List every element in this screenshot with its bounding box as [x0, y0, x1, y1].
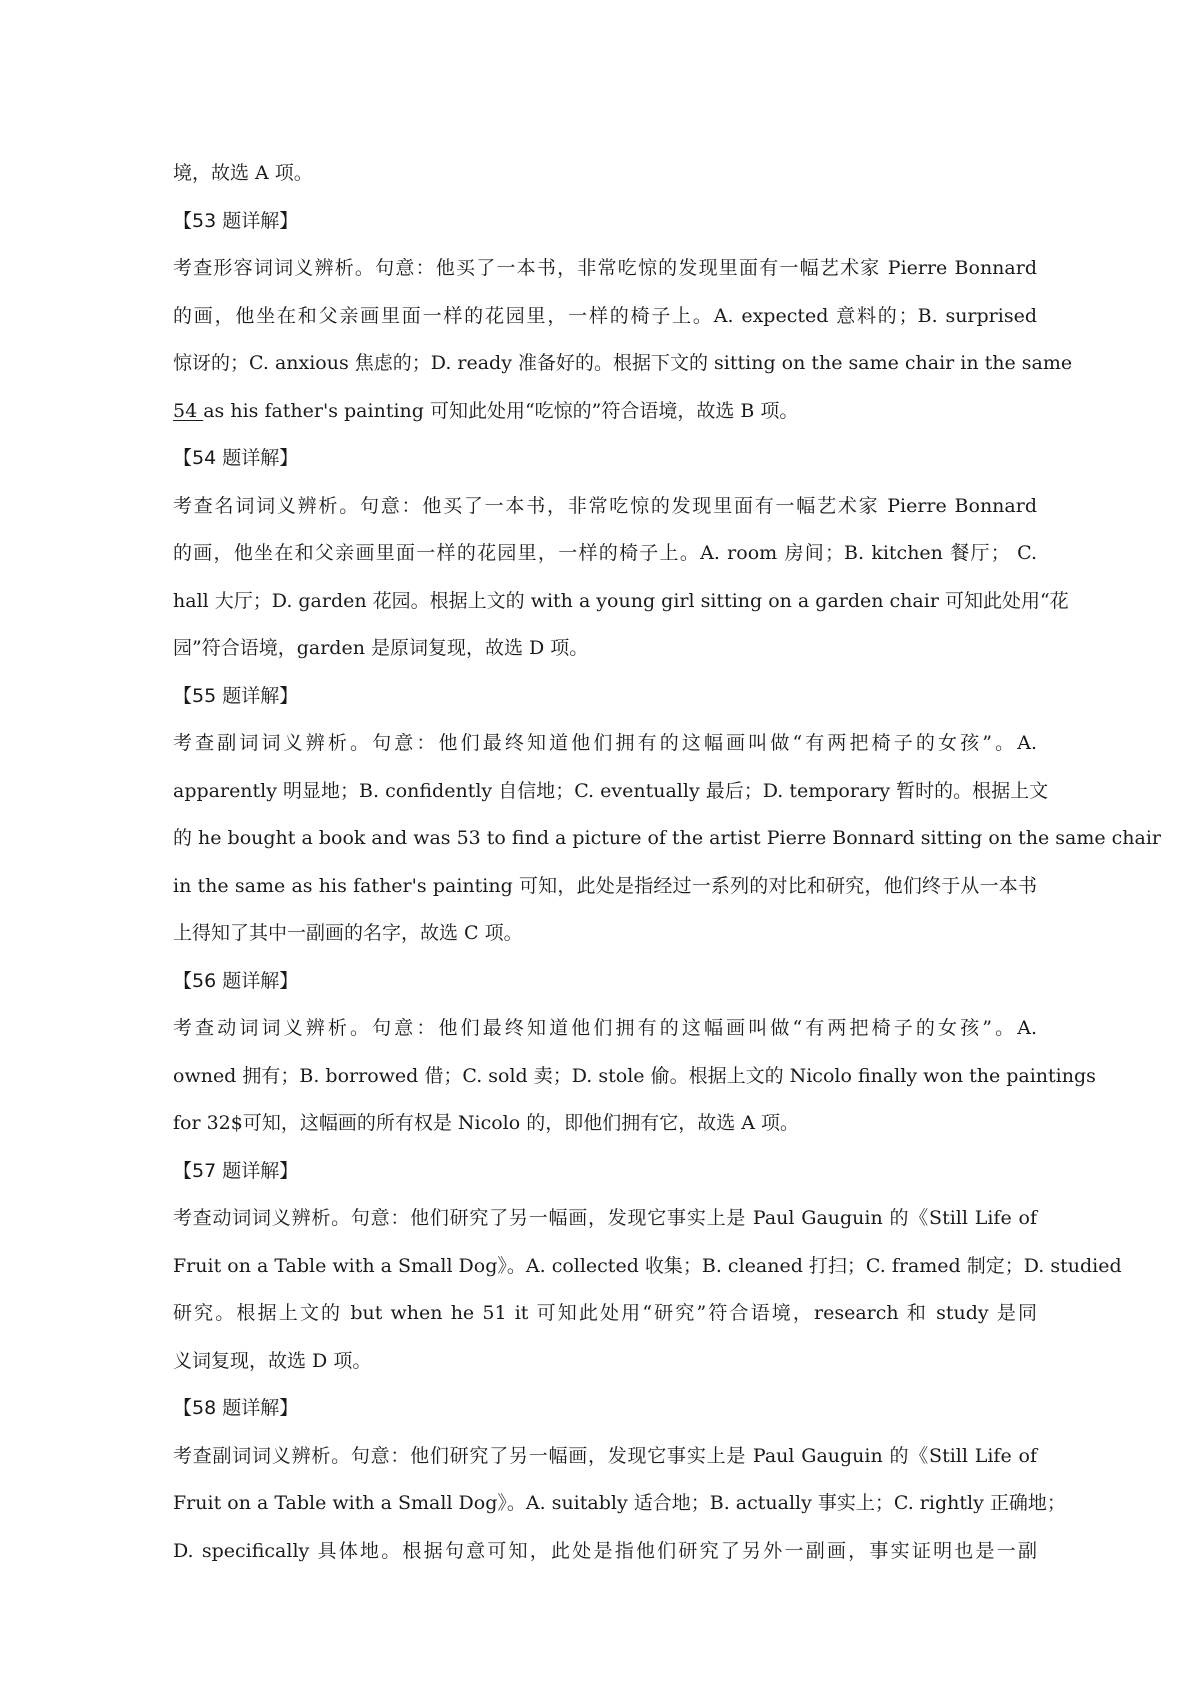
- paragraph-line: 考查副词词义辨析。句意：他们最终知道他们拥有的这幅画叫做“有两把椅子的女孩”。A.: [173, 732, 1037, 754]
- explanation-54: [173, 435, 1069, 673]
- paragraph-line: owned 拥有；B. borrowed 借；C. sold 卖；D. stole 偷。根据上文的 Nicolo finally won the paintings: [173, 1064, 1096, 1087]
- paragraph-line: 考查形容词词义辨析。句意：他买了一本书，非常吃惊的发现里面有一幅艺术家 Pierre Bonnard: [173, 257, 1037, 279]
- section-heading: 【53 题详解】: [173, 209, 299, 232]
- paragraph-line-rest: as his father's painting 可知此处用“吃惊的”符合语境，故选 B 项。: [203, 399, 799, 422]
- explanation-56: [173, 958, 1096, 1148]
- explanation-57: [173, 1148, 1122, 1386]
- paragraph-line: in the same as his father's painting 可知，此处是指经过一系列的对比和研究，他们终于从一本书: [173, 874, 1037, 897]
- paragraph-line: [173, 388, 1037, 436]
- explanation-55: [173, 673, 1161, 958]
- paragraph-line: for 32$可知，这幅画的所有权是 Nicolo 的，即他们拥有它，故选 A 项。: [173, 1112, 800, 1134]
- document-page: [173, 150, 1161, 1575]
- continuation-block: [173, 150, 1037, 198]
- section-heading: 【54 题详解】: [173, 447, 299, 469]
- paragraph-line: 义词复现，故选 D 项。: [173, 1349, 372, 1372]
- underlined-blank-number: 54: [173, 399, 204, 422]
- paragraph-line: D. specifically 具体地。根据句意可知，此处是指他们研究了另外一副画，事实证明也是一副: [173, 1539, 1037, 1562]
- explanation-58: [173, 1385, 1066, 1575]
- paragraph-line: apparently 明显地；B. confidently 自信地；C. eventually 最后；D. temporary 暂时的。根据上文: [173, 779, 1049, 802]
- paragraph-line: Fruit on a Table with a Small Dog》。A. suitably 适合地；B. actually 事实上；C. rightly 正确地；: [173, 1492, 1066, 1514]
- paragraph-line: 上得知了其中一副画的名字，故选 C 项。: [173, 922, 523, 944]
- paragraph-line: 惊讶的；C. anxious 焦虑的；D. ready 准备好的。根据下文的 sitting on the same chair in the same: [173, 352, 1073, 374]
- paragraph-line: hall 大厅；D. garden 花园。根据上文的 with a young girl sitting on a garden chair 可知此处用“花: [173, 589, 1069, 612]
- paragraph-line: 的画，他坐在和父亲画里面一样的花园里，一样的椅子上。A. room 房间；B. kitchen 餐厅； C.: [173, 542, 1037, 564]
- paragraph-line: 考查名词词义辨析。句意：他买了一本书，非常吃惊的发现里面有一幅艺术家 Pierre Bonnard: [173, 494, 1037, 517]
- paragraph-line: 考查动词词义辨析。句意：他们研究了另一幅画，发现它事实上是 Paul Gauguin 的《Still Life of: [173, 1207, 1037, 1229]
- paragraph-line: 考查动词词义辨析。句意：他们最终知道他们拥有的这幅画叫做“有两把椅子的女孩”。A.: [173, 1017, 1037, 1039]
- paragraph-line: 研究。根据上文的 but when he 51 it 可知此处用“研究”符合语境，research 和 study 是同: [173, 1302, 1037, 1324]
- paragraph-line: 的 he bought a book and was 53 to find a picture of the artist Pierre Bonnard sitting on the same chair: [173, 827, 1161, 849]
- section-heading: 【58 题详解】: [173, 1397, 299, 1419]
- explanation-53: [173, 198, 1073, 436]
- paragraph-line: 境，故选 A 项。: [173, 162, 313, 184]
- paragraph-line: 园”符合语境，garden 是原词复现，故选 D 项。: [173, 637, 589, 659]
- section-heading: 【56 题详解】: [173, 969, 299, 992]
- paragraph-line: Fruit on a Table with a Small Dog》。A. collected 收集；B. cleaned 打扫；C. framed 制定；D. studied: [173, 1254, 1122, 1277]
- paragraph-line: 的画，他坐在和父亲画里面一样的花园里，一样的椅子上。A. expected 意料的；B. surprised: [173, 304, 1037, 327]
- section-heading: 【57 题详解】: [173, 1159, 299, 1182]
- paragraph-line: 考查副词词义辨析。句意：他们研究了另一幅画，发现它事实上是 Paul Gauguin 的《Still Life of: [173, 1444, 1037, 1467]
- section-heading: 【55 题详解】: [173, 684, 299, 707]
